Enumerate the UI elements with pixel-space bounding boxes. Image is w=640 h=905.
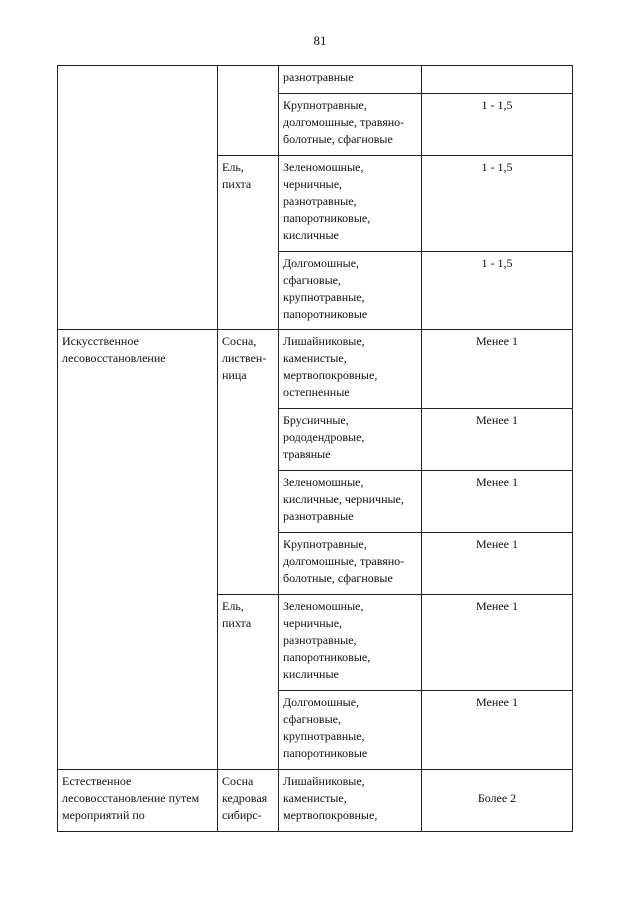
- cell-species: Сосна кедровая сибирс-: [218, 770, 279, 832]
- cell-value: 1 - 1,5: [422, 94, 573, 156]
- cell-value: Менее 1: [422, 691, 573, 770]
- cell-forest-type: Крупнотравные, долгомошные, травяно- болотные, сфагновые: [279, 533, 422, 595]
- cell-forest-type: Зеленомошные, черничные, разнотравные, папоротниковые, кисличные: [279, 156, 422, 252]
- cell-forest-type: Лишайниковые, каменистые, мертвопокровные,: [279, 770, 422, 832]
- cell-value: Более 2: [422, 770, 573, 832]
- cell-value: Менее 1: [422, 471, 573, 533]
- cell-species: [218, 66, 279, 156]
- table-row: [58, 66, 573, 94]
- forest-regeneration-table: [57, 65, 573, 832]
- cell-value: Менее 1: [422, 595, 573, 691]
- cell-forest-type: Зеленомошные, черничные, разнотравные, папоротниковые, кисличные: [279, 595, 422, 691]
- cell-value: Менее 1: [422, 330, 573, 409]
- cell-forest-type: Долгомошные, сфагновые, крупнотравные, папоротниковые: [279, 252, 422, 330]
- cell-forest-type: Крупнотравные, долгомошные, травяно- болотные, сфагновые: [279, 94, 422, 156]
- cell-forest-type: Лишайниковые, каменистые, мертвопокровные, остепненные: [279, 330, 422, 409]
- cell-value: Менее 1: [422, 533, 573, 595]
- page-number: 81: [313, 33, 327, 48]
- cell-forest-type: разнотравные: [279, 66, 422, 94]
- cell-forest-type: Долгомошные, сфагновые, крупнотравные, папоротниковые: [279, 691, 422, 770]
- cell-method: Естественное лесовосстановление путем мероприятий по: [58, 770, 218, 832]
- cell-method: Искусственное лесовосстановление: [58, 330, 218, 770]
- cell-value: Менее 1: [422, 409, 573, 471]
- cell-forest-type: Зеленомошные, кисличные, черничные, разнотравные: [279, 471, 422, 533]
- cell-species: Ель, пихта: [218, 595, 279, 770]
- cell-species: Сосна, листвен- ница: [218, 330, 279, 595]
- cell-method: [58, 66, 218, 330]
- cell-value: 1 - 1,5: [422, 252, 573, 330]
- cell-species: Ель, пихта: [218, 156, 279, 330]
- cell-forest-type: Брусничные, рододендровые, травяные: [279, 409, 422, 471]
- cell-value: 1 - 1,5: [422, 156, 573, 252]
- cell-value: [422, 66, 573, 94]
- table-row: [58, 330, 573, 409]
- table-row: [58, 770, 573, 832]
